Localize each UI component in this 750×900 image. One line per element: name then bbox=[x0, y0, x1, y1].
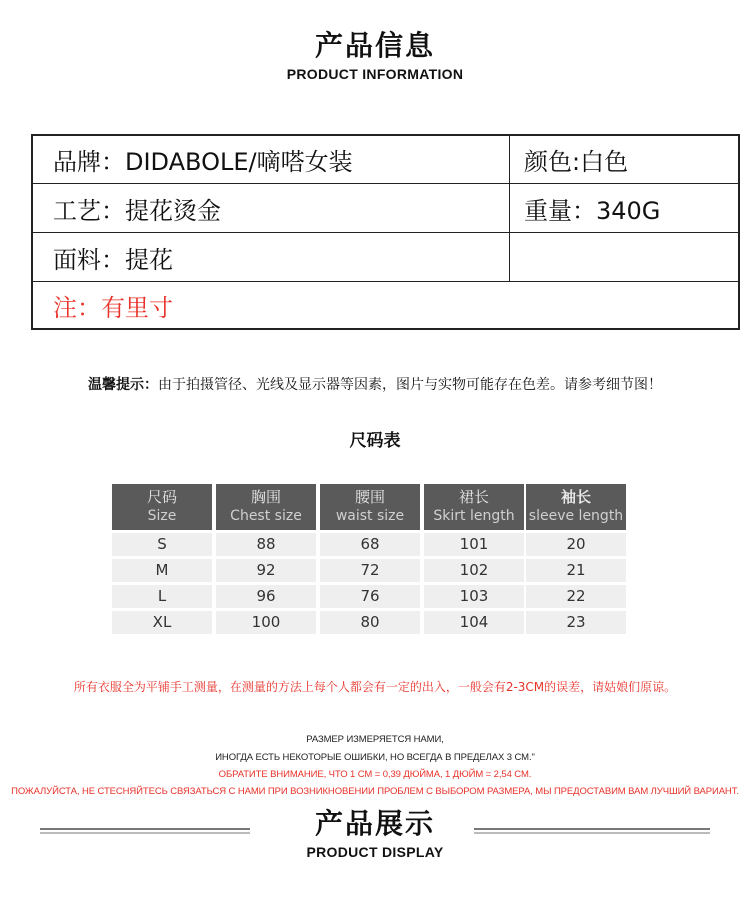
russian-note-line1: РАЗМЕР ИЗМЕРЯЕТСЯ НАМИ, bbox=[306, 734, 444, 745]
info-row-craft bbox=[33, 184, 738, 233]
table-cell: 23 bbox=[526, 611, 626, 634]
column-header-en: waist size bbox=[335, 508, 405, 524]
size-column-header bbox=[112, 484, 212, 530]
table-cell: 22 bbox=[526, 585, 626, 608]
chest-column-header bbox=[216, 484, 316, 530]
russian-note-line3: ОБРАТИТЕ ВНИМАНИЕ, ЧТО 1 СМ = 0,39 ДЮЙМА, 1 ДЮЙМ = 2,54 СМ. bbox=[218, 769, 532, 780]
craft-cell: 工艺：提花烫金 bbox=[33, 184, 510, 232]
column-header-cn: 裙长 bbox=[458, 488, 489, 506]
info-row-brand bbox=[33, 136, 738, 184]
info-row-fabric bbox=[33, 233, 738, 282]
tip-label: 温馨提示： bbox=[88, 377, 158, 393]
table-cell: 68 bbox=[320, 533, 420, 556]
table-cell: 88 bbox=[216, 533, 316, 556]
tip-text: 由于拍摄管径、光线及显示器等因素，图片与实物可能存在色差。请参考细节图！ bbox=[158, 377, 662, 393]
product-info-title: 产品信息 bbox=[314, 29, 435, 62]
product-display-header bbox=[0, 808, 750, 860]
product-display-title: 产品展示 bbox=[314, 807, 435, 840]
column-header-en: Skirt length bbox=[433, 508, 515, 524]
table-cell: 20 bbox=[526, 533, 626, 556]
info-row-note bbox=[33, 282, 738, 328]
column-header-en: Size bbox=[147, 508, 177, 524]
product-display-subtitle: PRODUCT DISPLAY bbox=[306, 844, 444, 860]
table-cell: 101 bbox=[424, 533, 524, 556]
column-header-en: sleeve length bbox=[528, 508, 624, 524]
table-cell: 92 bbox=[216, 559, 316, 582]
product-info-subtitle: PRODUCT INFORMATION bbox=[286, 66, 464, 82]
waist-column-header bbox=[320, 484, 420, 530]
table-cell: 76 bbox=[320, 585, 420, 608]
column-header-cn: 胸围 bbox=[250, 488, 281, 506]
brand-cell: 品牌：DIDABOLE/嘀嗒女装 bbox=[33, 136, 510, 183]
size-column bbox=[112, 484, 212, 634]
sleeve-length-column bbox=[526, 484, 626, 634]
product-info-header bbox=[0, 30, 750, 82]
sleeve-length-column-header bbox=[526, 484, 626, 530]
table-cell: 72 bbox=[320, 559, 420, 582]
table-cell: 96 bbox=[216, 585, 316, 608]
table-cell: 104 bbox=[424, 611, 524, 634]
table-cell: 102 bbox=[424, 559, 524, 582]
table-cell: 21 bbox=[526, 559, 626, 582]
table-cell: L bbox=[112, 585, 212, 608]
note-cell: 注：有里寸 bbox=[53, 293, 173, 322]
weight-cell: 重量：340G bbox=[524, 196, 661, 225]
table-cell: M bbox=[112, 559, 212, 582]
waist-column bbox=[320, 484, 420, 634]
table-cell: 100 bbox=[216, 611, 316, 634]
chest-column bbox=[216, 484, 316, 634]
size-chart-title: 尺码表 bbox=[349, 431, 401, 451]
color-cell: 颜色:白色 bbox=[524, 148, 629, 176]
column-header-cn: 腰围 bbox=[354, 488, 385, 506]
empty-cell bbox=[510, 233, 738, 281]
warm-tip bbox=[0, 374, 750, 394]
column-header-cn: 尺码 bbox=[146, 488, 177, 506]
column-header-cn: 袖长 bbox=[560, 488, 591, 506]
measurement-note: 所有衣服全为平铺手工测量，在测量的方法上每个人都会有一定的出入，一般会有2-3CM的误差，请姑娘们原谅。 bbox=[73, 680, 677, 694]
table-cell: 103 bbox=[424, 585, 524, 608]
product-info-table bbox=[31, 134, 740, 330]
skirt-length-column bbox=[424, 484, 524, 634]
skirt-length-column-header bbox=[424, 484, 524, 530]
russian-note-line2: ИНОГДА ЕСТЬ НЕКОТОРЫЕ ОШИБКИ, НО ВСЕГДА В ПРЕДЕЛАХ 3 СМ." bbox=[215, 752, 535, 763]
table-cell: 80 bbox=[320, 611, 420, 634]
table-cell: S bbox=[112, 533, 212, 556]
table-cell: XL bbox=[112, 611, 212, 634]
size-table bbox=[112, 484, 626, 634]
column-header-en: Chest size bbox=[230, 508, 302, 524]
russian-note-line4: ПОЖАЛУЙСТА, НЕ СТЕСНЯЙТЕСЬ СВЯЗАТЬСЯ С НАМИ ПРИ ВОЗНИКНОВЕНИИ ПРОБЛЕМ С ВЫБОРОМ РАЗМЕРА, МЫ ПРЕДОСТАВИМ ВАМ ЛУЧШИЙ ВАРИАНТ. bbox=[11, 786, 739, 797]
fabric-cell: 面料：提花 bbox=[33, 233, 510, 281]
